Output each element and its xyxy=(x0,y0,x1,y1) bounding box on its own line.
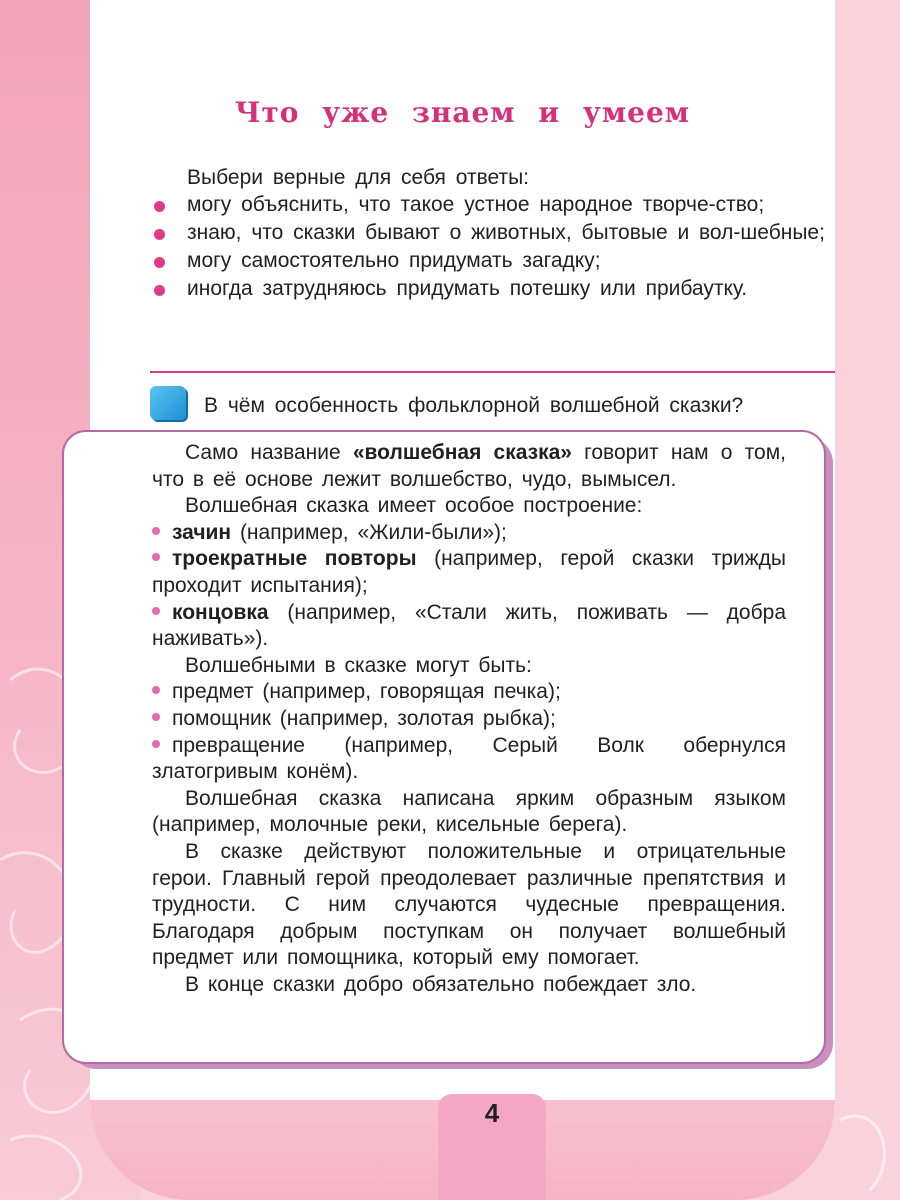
bullet-icon xyxy=(154,201,165,212)
card-text: помощник (например, золотая рыбка); xyxy=(172,706,556,730)
card-text: Само название xyxy=(185,441,353,464)
list-item xyxy=(150,276,830,302)
card-bullet-item xyxy=(152,733,786,786)
card-bullet-item xyxy=(152,679,786,706)
card-paragraph: В конце сказки добро обязательно побеждает зло. xyxy=(185,972,697,996)
bullet-icon xyxy=(154,229,165,240)
bullet-icon xyxy=(152,686,160,694)
bullet-icon xyxy=(152,740,160,748)
card-term: концовка xyxy=(172,600,269,624)
blue-square-icon xyxy=(150,386,186,420)
list-item-text: могу объяснить, что такое устное народное творче-ство; xyxy=(187,193,765,216)
card-text: говорит нам о том, что в её основе лежит волшебство, чудо, вымысел. xyxy=(152,441,786,491)
bullet-icon xyxy=(154,257,165,268)
card-paragraph: Волшебная сказка имеет особое построение: xyxy=(185,494,643,518)
card-bullet-item xyxy=(152,520,786,547)
self-check-intro: Выбери верные для себя ответы: xyxy=(187,166,530,189)
card-text: (например, герой сказки трижды проходит испытания); xyxy=(152,547,787,597)
bullet-icon xyxy=(152,527,160,535)
bullet-icon xyxy=(152,553,160,561)
list-item-text: знаю, что сказки бывают о животных, бытовые и вол-шебные; xyxy=(187,221,825,244)
list-item xyxy=(150,248,830,274)
card-text: (например, «Жили-были»); xyxy=(231,520,507,544)
card-text: предмет (например, говорящая печка); xyxy=(172,680,561,704)
question-text: В чём особенность фольклорной волшебной сказки? xyxy=(204,394,744,417)
card-paragraph: Волшебными в сказке могут быть: xyxy=(185,653,532,677)
card-paragraph: Волшебная сказка написана ярким образным языком (например, молочные реки, кисельные берега). xyxy=(152,786,786,837)
card-paragraph: В сказке действуют положительные и отрицательные герои. Главный герой преодолевает различные препятствия и трудности. С ним случаются чудесные превращения. Благодаря добрым поступкам он получает волшебный предмет или помощника, который ему помогает. xyxy=(152,839,786,970)
card-bullet-item xyxy=(152,546,786,599)
bullet-icon xyxy=(152,607,160,615)
list-item xyxy=(150,220,830,246)
self-check-list xyxy=(150,192,830,304)
bullet-icon xyxy=(154,285,165,296)
card-term: зачин xyxy=(172,520,232,544)
card-paragraph xyxy=(152,440,786,493)
card-bullet-item xyxy=(152,600,786,653)
info-card-body xyxy=(152,440,786,998)
list-item xyxy=(150,192,830,218)
page-number: 4 xyxy=(484,1098,500,1128)
page-title: Что уже знаем и умеем xyxy=(234,96,691,129)
card-text: (например, «Стали жить, поживать — добра наживать»). xyxy=(152,600,786,651)
bullet-icon xyxy=(152,713,160,721)
divider xyxy=(150,371,835,373)
list-item-text: иногда затрудняюсь придумать потешку или прибаутку. xyxy=(187,277,748,300)
list-item-text: могу самостоятельно придумать загадку; xyxy=(187,249,601,272)
card-term: «волшебная сказка» xyxy=(352,441,572,464)
card-text: превращение (например, Серый Волк обернулся златогривым конём). xyxy=(152,733,786,784)
card-term: троекратные повторы xyxy=(172,547,417,571)
card-bullet-item xyxy=(152,706,786,733)
